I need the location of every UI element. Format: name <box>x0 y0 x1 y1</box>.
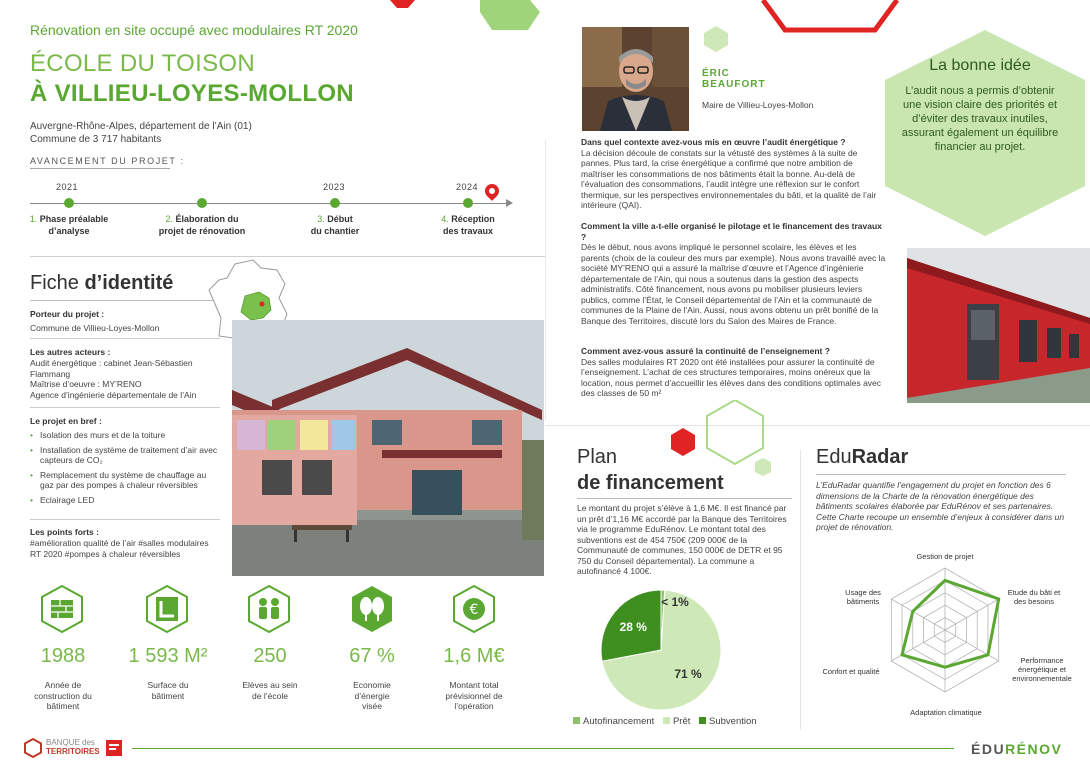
stat-label: Economie d’énergie visée <box>353 680 391 711</box>
plan-rule <box>577 498 792 499</box>
eduradar-chart <box>880 560 1010 700</box>
kicker: Rénovation en site occupé avec modulaires RT 2020 <box>30 22 358 38</box>
green-hexagon <box>480 0 540 30</box>
idee-text: L’audit nous a permis d’obtenir une vision claire des priorités et d’éviter des travaux inutiles, assurant également un équilibre financier au projet. <box>901 85 1059 153</box>
legend-label: Subvention <box>709 716 757 727</box>
radar-axis-label: Gestion de projet <box>916 552 974 561</box>
pie-legend <box>567 716 757 727</box>
timeline-dot <box>330 198 340 208</box>
timeline-year: 2024 <box>456 182 479 192</box>
trees-icon <box>350 585 394 633</box>
pie-label: 71 % <box>674 666 702 681</box>
answer: La décision découle de constats sur la vétusté des systèmes à la suite de pannes. Plus tard, la crise énergétique a confirmé que notre ambition de maîtriser les consommations de nos bâtiments était la bonne. Au-delà de l’évaluation des consommations, l’audit intègre une réflexion sur le confort thermique, sur les perspectives environnementales du bâti, et la qualité de l’air intérieure (QAI). <box>581 147 877 210</box>
financing-pie-chart <box>596 585 726 715</box>
bank-name: BANQUE des TERRITOIRES <box>46 738 100 756</box>
stat-label: Elèves au sein de l’école <box>242 680 298 701</box>
timeline-arrow-icon <box>506 199 513 207</box>
decorative-hexagons-top <box>380 0 580 40</box>
radar-axis-label: Confort et qualité <box>822 667 880 676</box>
radar-title: EduRadar <box>816 446 909 468</box>
radar-axis-label: Usage des bâtiments <box>845 588 881 606</box>
radar-rule <box>816 474 1066 475</box>
stat-icon-wrap <box>247 585 291 638</box>
mayor-name: ÉRIC BEAUFORT <box>702 68 766 90</box>
green-hexagon-small <box>704 26 728 52</box>
modular-illustration <box>907 248 1090 403</box>
stat-icon-wrap <box>452 585 496 638</box>
list-item: • Installation de système de traitement d’air avec capteurs de CO₂ <box>30 445 220 466</box>
column-divider <box>800 450 801 730</box>
mayor-role: Maire de Villieu-Loyes-Mollon <box>702 100 814 110</box>
timeline-heading-rule <box>30 168 170 169</box>
idee-title: La bonne idée <box>929 57 1031 74</box>
timeline-year: 2023 <box>323 182 346 192</box>
radar-axis-line <box>945 599 999 630</box>
timeline-dot <box>64 198 74 208</box>
stat-value: 67 % <box>349 645 395 667</box>
timeline-dot <box>463 198 473 208</box>
stat-label: Montant total prévisionnel de l’opération <box>445 680 503 711</box>
timeline-step: 4. Réception des travaux <box>441 214 495 236</box>
edurenov-logo: ÉDURÉNOV <box>971 741 1063 757</box>
interview-block <box>581 221 886 326</box>
stat-label: Surface du bâtiment <box>147 680 189 701</box>
timeline-heading: AVANCEMENT DU PROJET : <box>30 156 185 166</box>
location-info <box>30 120 252 146</box>
legend-label: Autofinancement <box>583 716 655 727</box>
radar-axis-label: Performance énergétique et environnementale <box>1012 656 1072 683</box>
population-text: Commune de 3 717 habitants <box>30 134 162 145</box>
stat-icon-wrap <box>350 585 394 638</box>
school-photo <box>232 320 544 576</box>
portrait-illustration <box>582 27 689 131</box>
plan-title-line1: Plan <box>577 446 618 468</box>
timeline-step: 1. Phase préalable d’analyse <box>29 214 109 236</box>
answer: Des salles modulaires RT 2020 ont été installées pour assurer la continuité de l’enseignement. L’achat de ces structures temporaires, moins onéreux que la location, nous permet d’accueillir les élèves dans des conditions optimales avec des classes de 50 m² <box>581 356 882 398</box>
timeline-step: 2. Élaboration du projet de rénovation <box>158 214 246 236</box>
question: Dans quel contexte avez-vous mis en œuvre l’audit énergétique ? <box>581 137 846 147</box>
interview-block <box>581 346 886 399</box>
radar-text: L’EduRadar quantifie l’engagement du projet en fonction des 6 dimensions de la Charte de la rénovation énergétique des bâtiments scolaires élaborée par EduRénov et ses partenaires. Cette Charte recoupe un ensemble d’enjeux à considérer dans un projet de rénovation. <box>816 480 1065 532</box>
stat-label: Année de construction du bâtiment <box>34 680 92 711</box>
brick-wall-icon <box>40 585 84 633</box>
stat-icon-wrap <box>145 585 189 638</box>
cdc-logo-icon <box>106 740 122 756</box>
list-item: • Isolation des murs et de la toiture <box>30 430 220 441</box>
sub-rule <box>30 338 220 339</box>
plan-title-line2: de financement <box>577 472 724 494</box>
porteur-heading: Porteur du projet : <box>30 309 105 319</box>
map-pin-icon <box>482 181 502 201</box>
footer-line <box>132 748 954 749</box>
list-item: • Remplacement du système de chauffage au gaz par des pompes à chaleur réversibles <box>30 470 220 491</box>
radar-score-polygon <box>902 580 999 667</box>
pie-label: 28 % <box>619 620 647 635</box>
stat-value: 1988 <box>40 645 86 667</box>
region-text: Auvergne-Rhône-Alpes, département de l’Ain (01) <box>30 121 252 132</box>
fiche-title: Fiche d’identité <box>30 272 174 294</box>
bank-logo-icon <box>24 738 42 758</box>
section-divider <box>30 256 545 257</box>
decorative-hexagons-mid <box>665 400 785 480</box>
timeline-line <box>30 203 510 204</box>
acteurs-heading: Les autres acteurs : <box>30 347 111 357</box>
timeline-step: 3. Début du chantier <box>310 214 360 236</box>
school-illustration <box>232 320 544 576</box>
timeline-dot <box>197 198 207 208</box>
legend-swatch <box>573 717 580 724</box>
forts-text: #amélioration qualité de l’air #salles modulaires RT 2020 #pompes à chaleur réversibles <box>30 538 209 559</box>
fiche-title-rule <box>30 300 220 301</box>
forts-heading: Les points forts : <box>30 527 99 537</box>
radar-axis-line <box>891 599 945 630</box>
question: Comment la ville a-t-elle organisé le pilotage et le financement des travaux ? <box>581 221 882 242</box>
sub-rule <box>30 519 220 520</box>
timeline-year: 2021 <box>56 182 79 192</box>
pie-label: < 1% <box>661 595 689 609</box>
answer: Dès le début, nous avons impliqué le personnel scolaire, les élèves et les parents (choix de la couleur des murs par exemple). Nous avons travaillé avec la société MY’RENO qui a assuré la maîtrise d’œuvre et l’Agence d’ingénierie départementale de l’Ain, qui nous a soutenus dans la gestion des aspects administratifs. Côté financement, nous avons pu mobiliser plusieurs leviers publics, comme l’État, le Conseil départemental de l’Ain et la communauté de communes de la Plaine de l’Ain. Aussi, nous avons obtenu un prêt bonifié de la Banque des Territoires, discuté lors du Salon des Maires de France. <box>581 242 886 326</box>
bref-heading: Le projet en bref : <box>30 416 102 426</box>
legend-swatch <box>699 717 706 724</box>
list-item: • Eclairage LED <box>30 495 220 506</box>
acteurs-list: Audit énergétique : cabinet Jean-Sébastien Flammang Maîtrise d’oeuvre : MY’RENO Agence d’ingénierie départementale de l’Ain <box>30 358 197 400</box>
modular-classrooms-photo <box>907 248 1090 403</box>
legend-swatch <box>663 717 670 724</box>
bref-list <box>30 430 220 509</box>
radar-axis-line <box>891 630 945 661</box>
radar-axis-label: Adaptation climatique <box>910 708 982 717</box>
interview-block <box>581 137 886 211</box>
red-hexagon <box>390 0 415 8</box>
stat-value: 1 593 M² <box>128 645 208 667</box>
page-title-line2: À VILLIEU-LOYES-MOLLON <box>30 80 354 107</box>
surface-ruler-icon <box>145 585 189 633</box>
question: Comment avez-vous assuré la continuité de l’enseignement ? <box>581 346 830 356</box>
stat-value: 1,6 M€ <box>443 645 505 667</box>
stat-value: 250 <box>253 645 287 667</box>
radar-axis-label: Etude du bâti et des besoins <box>1007 588 1061 606</box>
pupils-icon <box>247 585 291 633</box>
section-divider <box>545 425 1090 426</box>
plan-text: Le montant du projet s’élève à 1,6 M€. Il est financé par un prêt d’1,16 M€ accordé par la Banque des Territoires via le programme EduRénov. Le montant total des subventions est de 454 750€ (209 000€ de la Communauté de communes, 150 000€ de DETR et 95 750 du Conseil départemental). La commune a autofinancé 4 100€. <box>577 503 787 576</box>
column-divider <box>545 140 546 420</box>
mayor-photo <box>582 27 689 131</box>
stat-icon-wrap <box>40 585 84 638</box>
svg-text:€: € <box>469 602 479 618</box>
euro-icon <box>452 585 496 633</box>
page-title-line1: ÉCOLE DU TOISON <box>30 50 255 77</box>
sub-rule <box>30 407 220 408</box>
porteur-text: Commune de Villieu-Loyes-Mollon <box>30 323 160 333</box>
legend-label: Prêt <box>672 716 691 727</box>
